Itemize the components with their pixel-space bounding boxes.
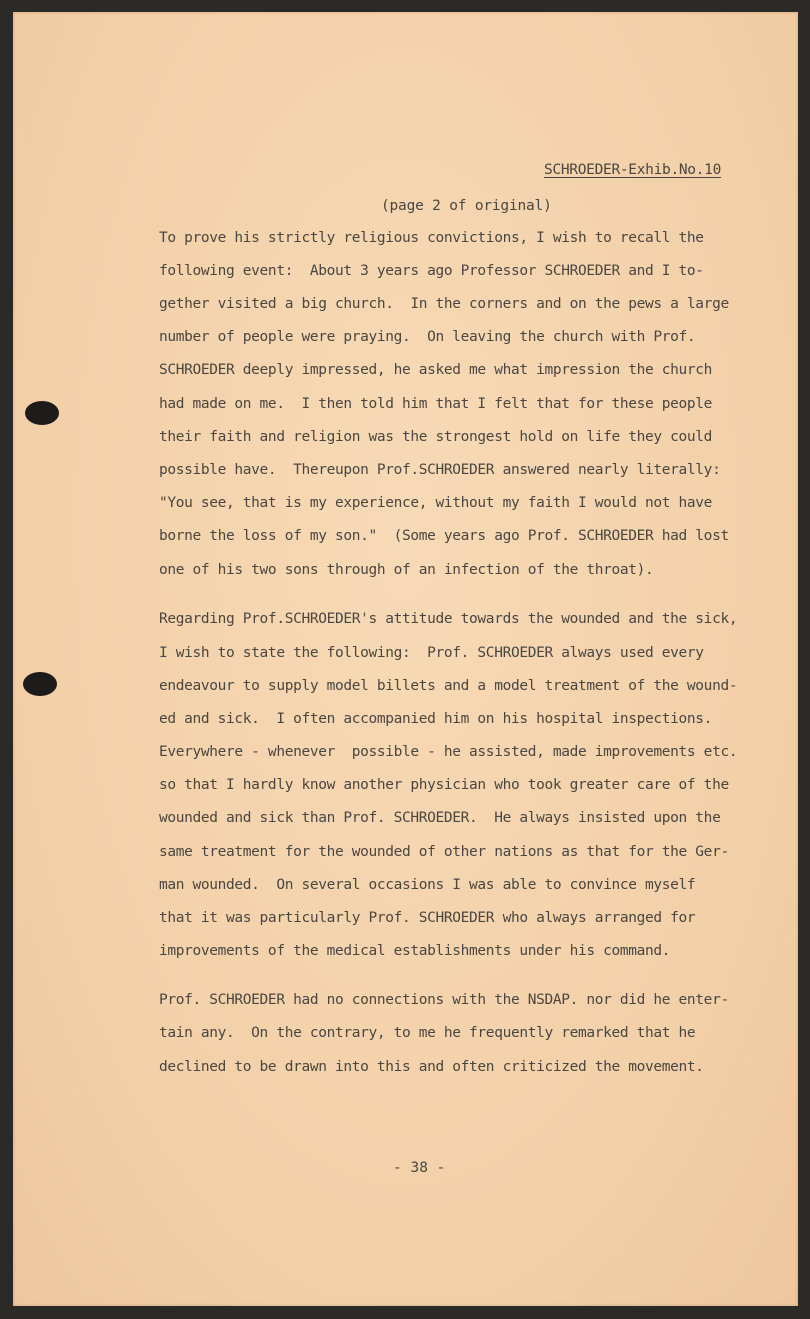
text-line: had made on me. I then told him that I felt that for these people (159, 396, 713, 412)
text-line: their faith and religion was the strongest hold on life they could (159, 429, 713, 445)
text-line: that it was particularly Prof. SCHROEDER who always arranged for (159, 910, 696, 926)
text-line: wounded and sick than Prof. SCHROEDER. He always insisted upon the (159, 810, 721, 826)
text-line: improvements of the medical establishments under his command. (159, 943, 671, 959)
text-line: same treatment for the wounded of other nations as that for the Ger- (159, 844, 729, 860)
text-line: following event: About 3 years ago Professor SCHROEDER and I to- (159, 263, 704, 279)
text-line: possible have. Thereupon Prof.SCHROEDER answered nearly literally: (159, 462, 721, 478)
text-line: number of people were praying. On leaving the church with Prof. (159, 329, 696, 345)
text-line: Everywhere - whenever possible - he assisted, made improvements etc. (159, 744, 738, 760)
page-number: - 38 - (393, 1160, 446, 1176)
text-line: borne the loss of my son." (Some years ago Prof. SCHROEDER had lost (159, 528, 729, 544)
text-line: endeavour to supply model billets and a model treatment of the wound- (159, 678, 738, 694)
punch-hole (23, 672, 57, 696)
text-line: ed and sick. I often accompanied him on his hospital inspections. (159, 711, 713, 727)
text-line: man wounded. On several occasions I was able to convince myself (159, 877, 696, 893)
text-line: gether visited a big church. In the corners and on the pews a large (159, 296, 729, 312)
page-subtitle: (page 2 of original) (381, 198, 552, 214)
text-line: Regarding Prof.SCHROEDER's attitude towards the wounded and the sick, (159, 611, 738, 627)
text-line: To prove his strictly religious convictions, I wish to recall the (159, 230, 704, 246)
text-line: I wish to state the following: Prof. SCHROEDER always used every (159, 645, 704, 661)
text-line: Prof. SCHROEDER had no connections with the NSDAP. nor did he enter- (159, 992, 729, 1008)
text-line: so that I hardly know another physician who took greater care of the (159, 777, 729, 793)
text-line: tain any. On the contrary, to me he frequently remarked that he (159, 1025, 696, 1041)
text-line: "You see, that is my experience, without my faith I would not have (159, 495, 713, 511)
exhibit-label: SCHROEDER-Exhib.No.10 (544, 162, 722, 178)
punch-hole (25, 401, 59, 425)
text-line: SCHROEDER deeply impressed, he asked me what impression the church (159, 362, 713, 378)
text-line: one of his two sons through of an infection of the throat). (159, 562, 654, 578)
text-line: declined to be drawn into this and often criticized the movement. (159, 1059, 704, 1075)
